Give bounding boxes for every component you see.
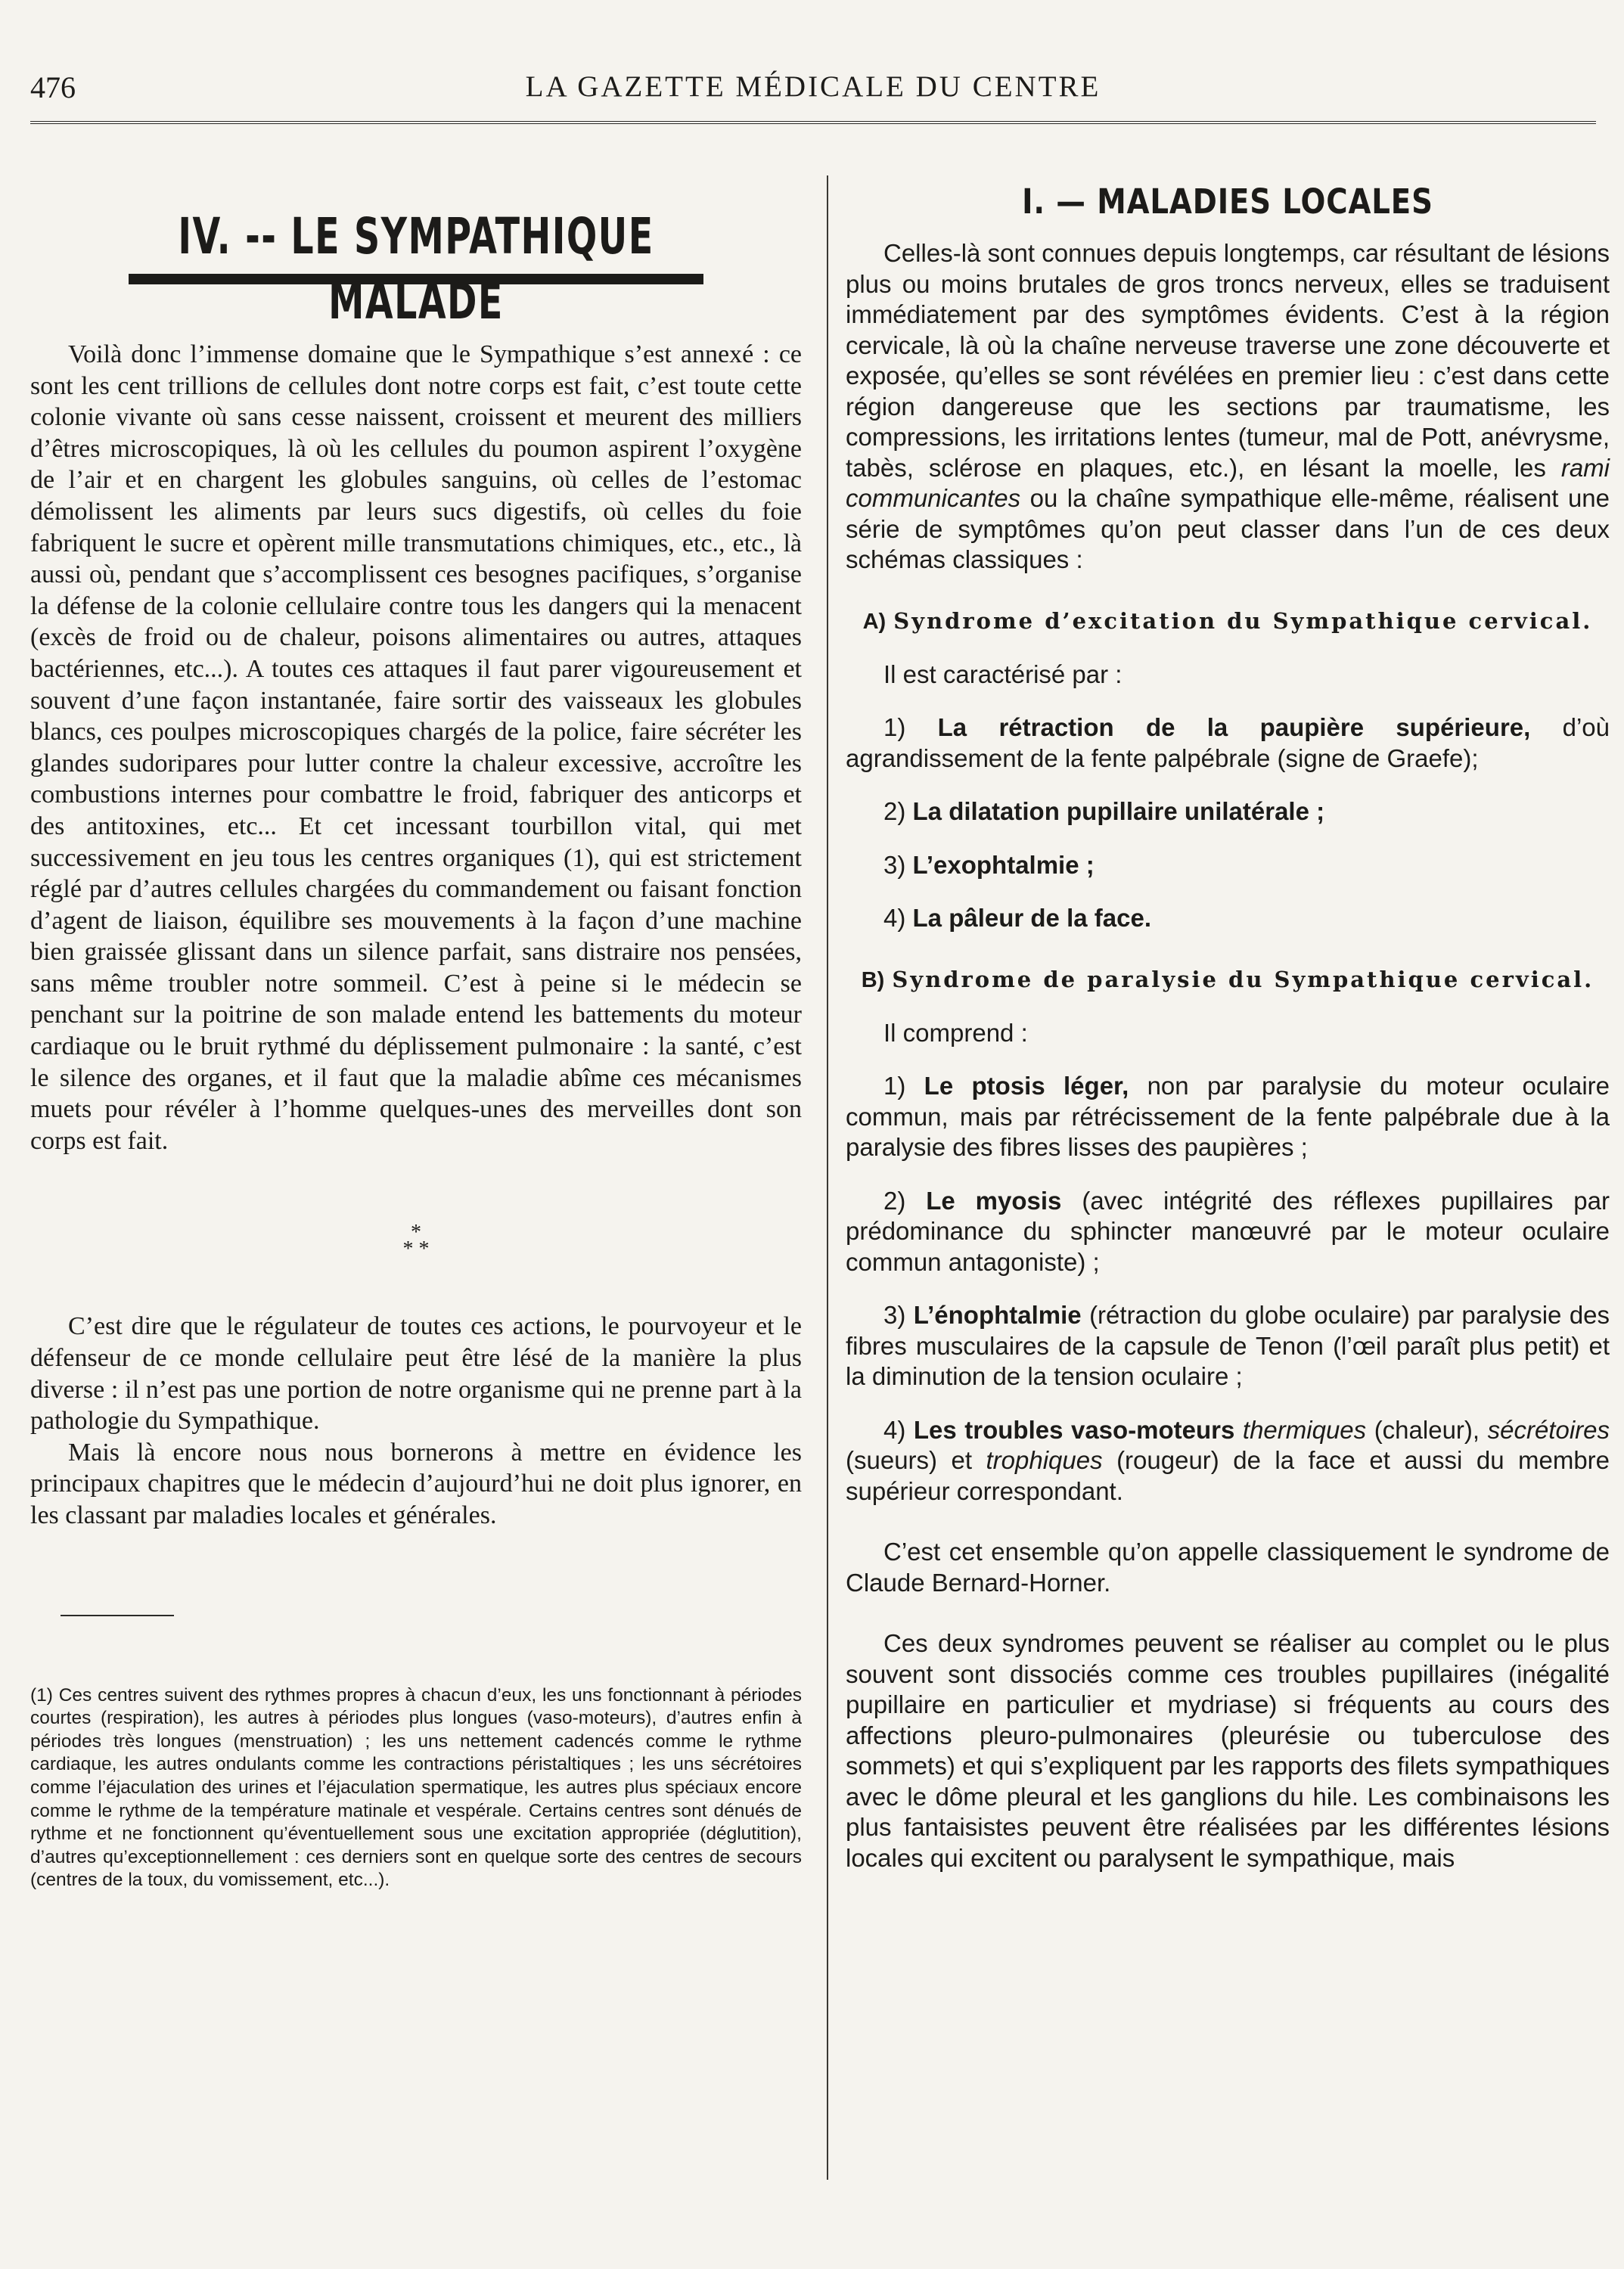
italic-term: rami communicantes xyxy=(846,453,1610,512)
asterism-divider xyxy=(30,1221,802,1262)
body-paragraph: C’est dire que le régulateur de toutes ces actions, le pourvoyeur et le défenseur de ce monde cellulaire peut être lésé de la manière la plus diverse : il n’est pas une portion de notre organisme qui ne prenne part à la pathologie du Sympathique. xyxy=(30,1312,802,1436)
header-rule xyxy=(30,121,1596,124)
item-bold: Le ptosis léger, xyxy=(924,1072,1129,1100)
italic-term: trophiques xyxy=(986,1446,1103,1474)
syndrome-b-heading xyxy=(846,964,1610,995)
syndrome-intro: Il comprend : xyxy=(883,1018,1028,1047)
item-number: 4) xyxy=(883,904,906,932)
symptom-item xyxy=(846,1415,1610,1507)
body-paragraph: Mais là encore nous nous bornerons à mettre en évidence les principaux chapitres que le médecin d’aujourd’hui ne doit plus ignorer, en les classant par maladies locales et générales. xyxy=(30,1438,802,1529)
running-title: LA GAZETTE MÉDICALE DU CENTRE xyxy=(525,70,1101,103)
item-text: non par paralysie du moteur oculaire commun, mais par rétrécissement de la fente palpébrale due à la paralysie des fibres lisses des paupières ; xyxy=(846,1072,1610,1161)
symptom-item xyxy=(846,850,1610,881)
paragraph-text: Celles-là sont connues depuis longtemps, car résultant de lésions plus ou moins brutales de gros troncs nerveux, elles se traduisent immédiatement par des symptômes évidents. C’est à la région cervicale, là où la chaîne nerveuse traverse une zone découverte et exposée, qu’elles se sont révélées en premier lieu : c’est dans cette région dangereuse que les sections par traumatisme, les compressions, les irritations lentes (tumeur, mal de Pott, anévrysme, tabès, sclérose en plaques, etc.), en lésant la moelle, les xyxy=(846,239,1610,482)
symptom-item xyxy=(846,1186,1610,1278)
symptom-item xyxy=(846,1071,1610,1163)
heading-text: Syndrome d’excitation du Sympathique cervical. xyxy=(893,607,1593,634)
body-paragraph: C’est cet ensemble qu’on appelle classiquement le syndrome de Claude Bernard-Horner. xyxy=(846,1538,1610,1597)
item-number: 3) xyxy=(883,850,906,879)
heading-text: Syndrome de paralysie du Sympathique cervical. xyxy=(892,966,1595,992)
italic-term: sécrétoires xyxy=(1487,1415,1610,1444)
page-number: 476 xyxy=(30,70,76,104)
body-paragraph: Ces deux syndromes peuvent se réaliser au complet ou le plus souvent sont dissociés comme ces troubles pupillaires (inégalité pupillaire en particulier et mydriase) si fréquents au cours des affections pleuro-pulmonaires (pleurésie ou tuberculose des sommets) et qui s’expliquent par les rapports des filets sympathiques avec le dôme pleural et les ganglions du hile. Les combinaisons les plus fantaisistes peuvent être réalisées par les différentes lésions locales qui excitent ou paralysent le sympathique, mais xyxy=(846,1629,1610,1872)
right-column xyxy=(846,182,1610,1873)
syndrome-intro: Il est caractérisé par : xyxy=(883,660,1123,688)
item-text: d’où agrandissement de la fente palpébrale (signe de Graefe); xyxy=(846,713,1610,772)
item-number: 2) xyxy=(883,1186,906,1215)
item-text: (rougeur) de la face et aussi du membre supérieur correspondant. xyxy=(846,1446,1610,1505)
item-number: 1) xyxy=(883,713,906,741)
item-number: 2) xyxy=(883,797,906,825)
body-paragraph xyxy=(846,238,1610,576)
asterism-bottom: * * xyxy=(402,1237,430,1262)
symptom-item xyxy=(846,712,1610,774)
body-paragraph: Voilà donc l’immense domaine que le Sympathique s’est annexé : ce sont les cent trillions de cellules dont notre corps est fait, c’est toute cette colonie vivante où sans cesse naissent, croissent et meurent des milliers d’êtres microscopiques, là où les cellules du poumon aspirent l’oxygène de l’air et en chargent les globules sanguins, où celles de l’estomac démolissent les aliments par leurs sucs digestifs, où celles du foie fabriquent le sucre et opèrent mille transmutations chimiques, etc., etc., là aussi où, pendant que s’accomplissent ces besognes pacifiques, s’organise la défense de la colonie cellulaire contre tous les dangers qui la menacent (excès de froid ou de chaleur, poisons alimentaires ou autres, attaques bactériennes, etc...). A toutes ces attaques il faut parer vigoureusement et souvent d’une façon instantanée, faire sortir des vaisseaux les globules blancs, ces poulpes microscopiques chargés de la police, faire sécréter les glandes sudoripares pour lutter contre la chaleur excessive, accroître les combustions internes pour combattre le froid, fabriquer des anticorps et des antitoxines, etc... Et cet incessant tourbillon vital, qui met successivement en jeu tous les centres organiques (1), qui est strictement réglé par d’autres cellules chargées du commandement ou faisant fonction d’agent de liaison, équilibre ses mouvements à la façon d’une machine bien graissée glissant dans un silence parfait, sans distraire nos pensées, sans même troubler notre sommeil. C’est à peine si le médecin se penchant sur la poitrine de son malade entend les battements du moteur cardiaque ou le bruit rythmé du déplissement pulmonaire : la santé, c’est le silence des organes, et il faut que la maladie abîme ces mécanismes muets pour révéler à l’homme quelques-unes des merveilles dont son corps est fait. xyxy=(30,340,802,1155)
left-column xyxy=(30,204,802,1892)
item-bold: Le myosis xyxy=(926,1186,1062,1215)
subsection-title: I. — MALADIES LOCALES xyxy=(1022,182,1433,222)
item-text: (sueurs) et xyxy=(846,1446,973,1474)
item-bold: La rétraction de la paupière supérieure, xyxy=(937,713,1531,741)
item-bold: L’exophtalmie ; xyxy=(912,850,1095,879)
asterism-top: * xyxy=(411,1221,421,1245)
symptom-item xyxy=(846,1300,1610,1392)
symptom-item xyxy=(846,796,1610,827)
heading-letter: A) xyxy=(862,609,887,634)
item-bold: L’énophtalmie xyxy=(913,1301,1082,1329)
column-divider xyxy=(827,175,828,2180)
item-bold: La dilatation pupillaire unilatérale ; xyxy=(912,797,1325,825)
footnote-rule xyxy=(61,1615,174,1616)
heading-letter: B) xyxy=(861,967,885,992)
item-bold: Les troubles vaso-moteurs xyxy=(913,1415,1235,1444)
section-title: IV. -- LE SYMPATHIQUE MALADE xyxy=(178,207,654,331)
item-number: 4) xyxy=(883,1415,906,1444)
italic-term: thermiques xyxy=(1242,1415,1367,1444)
item-text: (avec intégrité des réflexes pupillaires par prédominance du sphincter manœuvré par le moteur oculaire commun antagoniste) ; xyxy=(846,1186,1610,1276)
item-text: (rétraction du globe oculaire) par paralysie des fibres musculaires de la capsule de Tenon (l’œil paraît plus petit) et la diminution de la tension oculaire ; xyxy=(846,1301,1610,1390)
item-number: 3) xyxy=(883,1301,906,1329)
item-bold: La pâleur de la face. xyxy=(912,904,1151,932)
paragraph-text: ou la chaîne sympathique elle-même, réalisent une série de symptômes qu’on peut classer dans l’un de ces deux schémas classiques : xyxy=(846,484,1610,573)
syndrome-a-heading xyxy=(846,606,1610,637)
footnote: (1) Ces centres suivent des rythmes propres à chacun d’eux, les uns fonctionnant à périodes courtes (respiration), les autres à périodes plus longues (vaso-moteurs), d’autres enfin à périodes très longues (menstruation) ; les uns nettement cadencés comme le rythme cardiaque, les autres ondulants comme les contractions péristaltiques ; les uns sécrétoires comme l’éjaculation des urines et l’éjaculation spermatique, les autres plus spéciaux encore comme le rythme de la température matinale et vespérale. Certains centres sont dénués de rythme et ne fonctionnent qu’éventuellement sous une excitation appropriée (déglutition), d’autres qu’exceptionnellement : ces derniers sont en quelque sorte des centres de secours (centres de la toux, du vomissement, etc...). xyxy=(30,1684,802,1891)
page-header xyxy=(30,70,1596,115)
item-number: 1) xyxy=(883,1072,906,1100)
item-text: (chaleur), xyxy=(1374,1415,1480,1444)
symptom-item xyxy=(846,903,1610,934)
